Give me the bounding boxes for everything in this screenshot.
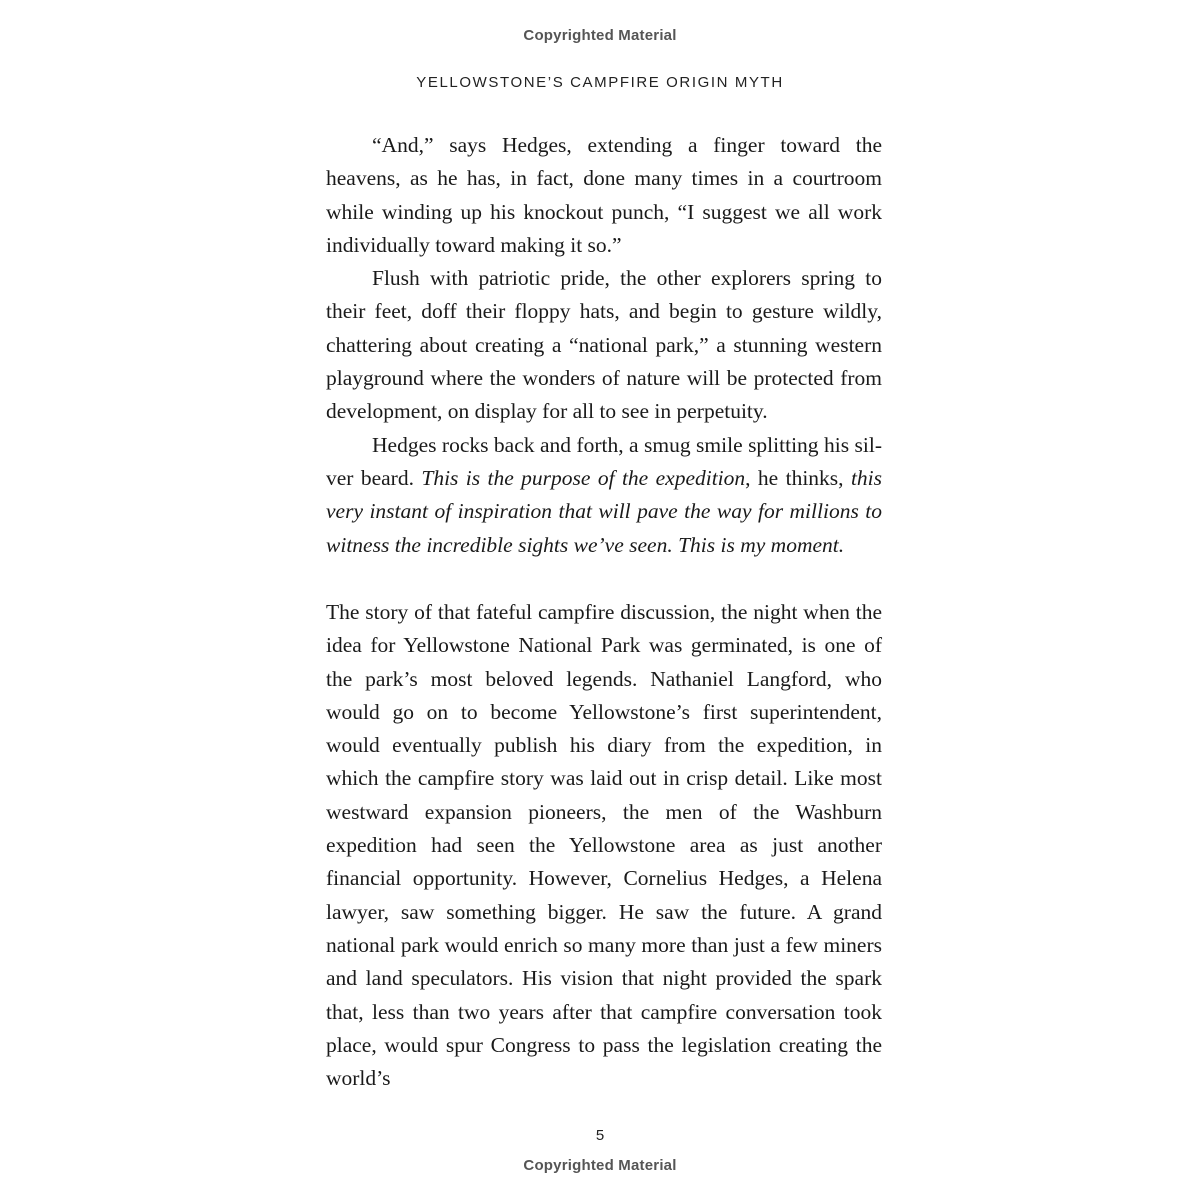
- paragraph-3-intro: Hedges rocks back and forth, a smug smile splitting his sil-ver beard.: [326, 432, 882, 490]
- page-number: 5: [595, 1127, 605, 1144]
- paragraph-1: “And,” says Hedges, extending a finger toward the heavens, as he has, in fact, done many times in a courtroom while winding up his knockout punch, “I suggest we all work individually toward making it so.”: [326, 133, 882, 257]
- body-text-block: [326, 596, 882, 1095]
- copyright-watermark-bottom: Copyrighted Material: [523, 1157, 677, 1174]
- paragraph-2: Flush with patriotic pride, the other explorers spring to their feet, doff their floppy hats, and begin to gesture wildly, chattering about creating a “national park,” a stunning western playground where the wonders of nature will be protected from development, on display for all to see in perpetuity.: [326, 266, 882, 424]
- running-head: YELLOWSTONE’S CAMPFIRE ORIGIN MYTH: [416, 74, 784, 91]
- paragraph-3-italic-continuation: this very instant of inspiration that will pave the way for millions to witness the incredible sights we’ve seen. This is my moment.: [326, 465, 883, 557]
- scene-text-block: [326, 129, 882, 562]
- paragraph-4: The story of that fateful campfire discussion, the night when the idea for Yellowstone National Park was germinated, is one of the park’s most beloved legends. Nathaniel Langford, who would go on to become Yellowstone’s first superintendent, would eventually publish his diary from the expedition, in which the campfire story was laid out in crisp detail. Like most westward expansion pioneers, the men of the Washburn expedition had seen the Yellowstone area as just another financial opportunity. However, Cornelius Hedges, a Helena lawyer, saw something bigger. He saw the future. A grand national park would enrich so many more than just a few miners and land speculators. His vision that night provided the spark that, less than two years after that campfire conversation took place, would spur Congress to pass the legislation creating the world’s: [326, 600, 882, 1091]
- paragraph-3: [326, 429, 882, 562]
- paragraph-3-italic-thought: This is the purpose of the expedition: [421, 465, 746, 490]
- paragraph-3-middle: , he thinks,: [745, 465, 851, 490]
- copyright-watermark-top: Copyrighted Material: [523, 27, 677, 44]
